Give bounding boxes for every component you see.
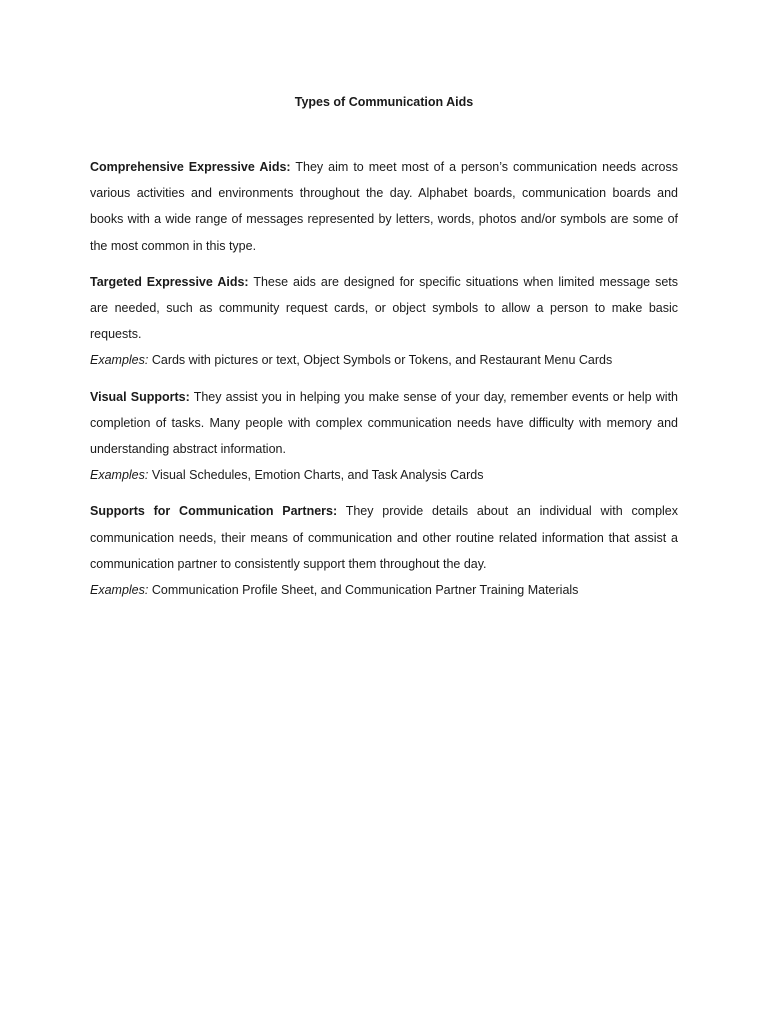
section-visual-supports [90, 384, 678, 463]
section-supports-for-communication-partners [90, 498, 678, 577]
section-examples [90, 462, 678, 488]
examples-text: Visual Schedules, Emotion Charts, and Task Analysis Cards [151, 468, 484, 483]
section-text: These aids are designed for specific situations when limited message sets are needed, such as community request cards, or object symbols to allow a person to make basic requests. [90, 274, 679, 342]
examples-label: Examples: [90, 353, 149, 368]
examples-label: Examples: [90, 468, 149, 483]
section-heading: Comprehensive Expressive Aids: [90, 160, 291, 174]
examples-text: Cards with pictures or text, Object Symbols or Tokens, and Restaurant Menu Cards [151, 353, 613, 368]
section-examples [90, 577, 678, 603]
section-heading: Targeted Expressive Aids: [90, 274, 249, 289]
document-body [90, 154, 678, 613]
examples-text: Communication Profile Sheet, and Communication Partner Training Materials [151, 583, 579, 598]
section-examples [90, 347, 678, 373]
section-text: They assist you in helping you make sense of your day, remember events or help with completion of tasks. Many people with complex communication needs have difficulty with memory and understanding abstract information. [90, 389, 679, 457]
section-text: They provide details about an individual with complex communication needs, their means of communication and other routine related information that assist a communication partner to consistently support them throughout the day. [90, 504, 679, 571]
section-text: They aim to meet most of a person’s communication needs across various activities and environments throughout the day. Alphabet boards, communication boards and books with a wide range of messages represented by letters, words, photos and/or symbols are some of the most common in this type. [90, 160, 678, 253]
section-heading: Supports for Communication Partners: [90, 504, 338, 519]
section-comprehensive-expressive-aids [90, 154, 678, 259]
section-heading: Visual Supports: [90, 389, 190, 404]
section-targeted-expressive-aids [90, 269, 678, 348]
examples-label: Examples: [90, 583, 149, 598]
document-title: Types of Communication Aids [294, 95, 474, 109]
